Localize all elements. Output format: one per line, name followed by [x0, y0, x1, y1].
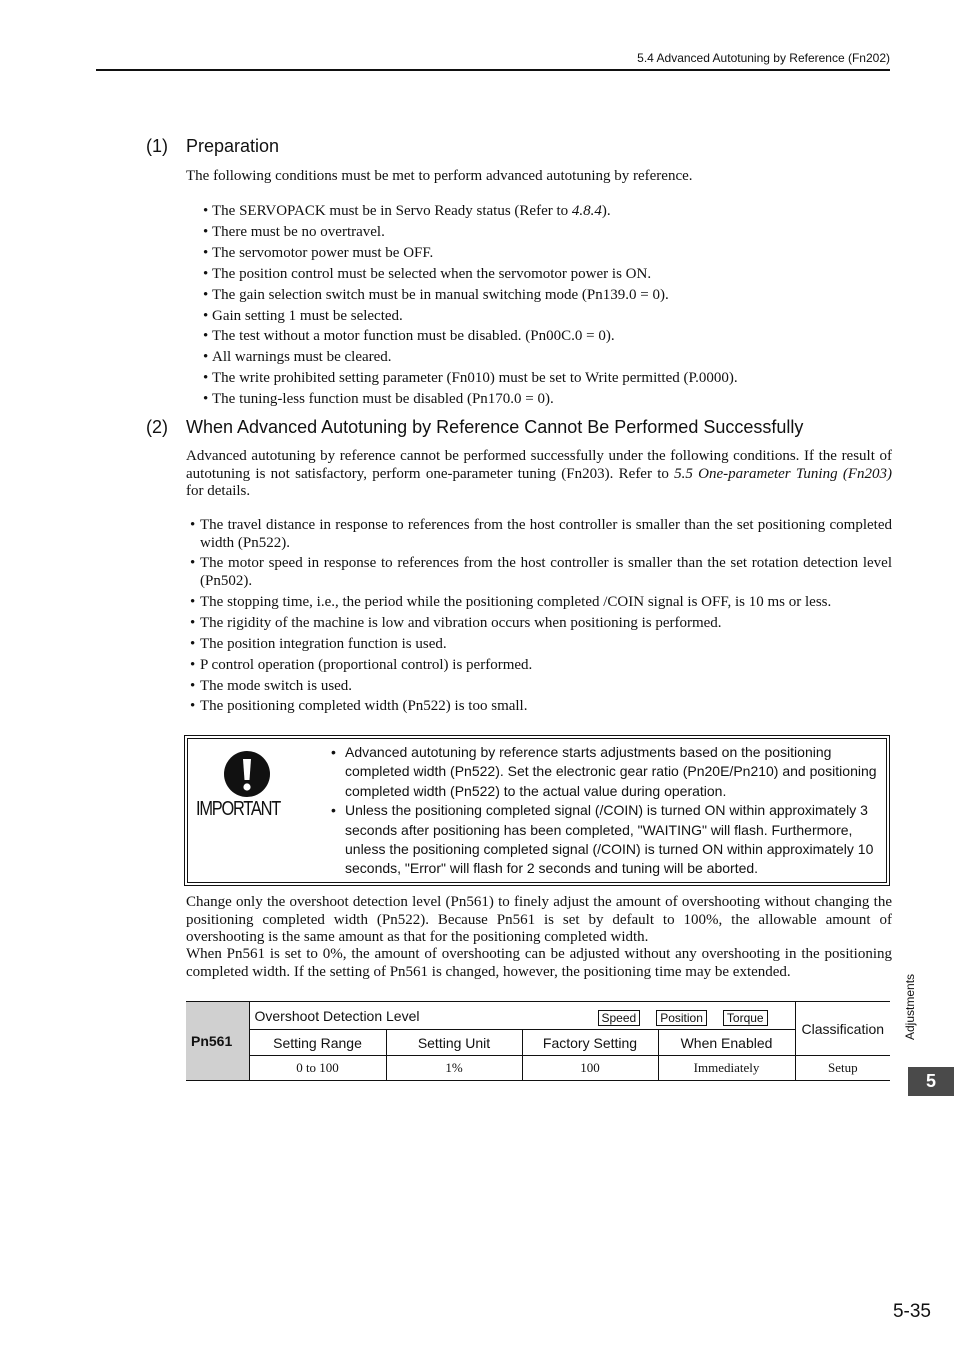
running-header: 5.4 Advanced Autotuning by Reference (Fn202)	[637, 51, 890, 65]
section-title: Preparation	[186, 136, 280, 156]
list-item: • The test without a motor function must be disabled. (Pn00C.0 = 0).	[203, 326, 893, 347]
control-mode-tags	[598, 1009, 784, 1026]
section-title: When Advanced Autotuning by Reference Cannot Be Performed Successfully	[186, 417, 804, 437]
list-item: • There must be no overtravel.	[203, 222, 893, 243]
table-row	[186, 1002, 890, 1030]
preparation-intro: The following conditions must be met to perform advanced autotuning by reference.	[186, 168, 693, 184]
section-heading-cannot-perform	[146, 417, 803, 438]
list-item: • Advanced autotuning by reference starts adjustments based on the positioning completed width (Pn522). Set the electronic gear ratio (Pn20E/Pn210) and positioning completed width (Pn522) to the actual value during operation.	[331, 743, 883, 801]
header-rule	[96, 69, 890, 71]
chapter-side-label: Adjustments	[903, 973, 917, 1040]
list-item: • Unless the positioning completed signal (/COIN) is turned ON within approximately 3 seconds after positioning has been completed, "WAITING" will flash. Furthermore, unless the positioning completed signal (/COIN) is turned ON within approximately 10 seconds, "Error" will flash for 2 seconds and tuning will be aborted.	[331, 801, 883, 879]
overshoot-paragraph: Change only the overshoot detection level (Pn561) to finely adjust the amount of overshooting without changing the positioning completed width (Pn522). Because Pn561 is set by default to 100%, the allowable amount of overshooting is the same amount as that for the positioning completed width.	[186, 894, 892, 945]
list-item: • The gain selection switch must be in manual switching mode (Pn139.0 = 0).	[203, 285, 893, 306]
parameter-name: Overshoot Detection Level	[254, 1007, 420, 1024]
list-item: • The motor speed in response to references from the host controller is smaller than the set rotation detection level (Pn502).	[190, 555, 892, 590]
parameter-number: Pn561	[186, 1002, 249, 1081]
list-item: • The travel distance in response to references from the host controller is smaller than the set positioning completed width (Pn522).	[190, 517, 892, 552]
classification-header: Classification	[795, 1002, 890, 1056]
column-header: Setting Range	[249, 1030, 386, 1056]
cannot-perform-intro	[186, 448, 892, 501]
parameter-name-cell	[249, 1002, 795, 1030]
column-header: When Enabled	[658, 1030, 795, 1056]
parameter-table	[186, 1001, 890, 1081]
cross-reference-link[interactable]: 4.8.4	[571, 203, 602, 219]
preparation-conditions-list	[203, 201, 893, 410]
intro-text: for details.	[186, 483, 251, 499]
column-header: Setting Unit	[386, 1030, 522, 1056]
important-label: IMPORTANT	[196, 798, 280, 820]
list-item: • All warnings must be cleared.	[203, 347, 893, 368]
page-number: 5-35	[892, 1301, 931, 1322]
important-notes-list	[331, 743, 883, 879]
list-item: • The servomotor power must be OFF.	[203, 243, 893, 264]
cross-reference-link[interactable]: 5.5 One-parameter Tuning (Fn203)	[674, 465, 892, 482]
table-cell: Immediately	[658, 1056, 795, 1081]
list-item: • The write prohibited setting parameter (Fn010) must be set to Write permitted (P.0000).	[203, 368, 893, 389]
list-item: • The stopping time, i.e., the period while the positioning completed /COIN signal is OFF, is 10 ms or less.	[190, 594, 892, 612]
list-item: • The positioning completed width (Pn522) is too small.	[190, 698, 892, 716]
column-header: Factory Setting	[522, 1030, 658, 1056]
list-item: • The position integration function is used.	[190, 636, 892, 654]
list-item: • The rigidity of the machine is low and vibration occurs when positioning is performed.	[190, 615, 892, 633]
list-item: • P control operation (proportional control) is performed.	[190, 657, 892, 675]
intro-text: Advanced autotuning by reference cannot be performed successfully under the following conditions. If the result of autotuning is not satisfactory, perform one-parameter tuning (Fn203). Refer to	[186, 448, 892, 482]
important-notice-inner-frame	[187, 738, 887, 883]
overshoot-paragraph: When Pn561 is set to 0%, the amount of overshooting can be adjusted without any overshooting in the positioning completed width. If the setting of Pn561 is changed, however, the positioning time may be extended.	[186, 946, 892, 980]
mode-tag-torque: Torque	[723, 1010, 768, 1026]
list-item: • The position control must be selected when the servomotor power is ON.	[203, 264, 893, 285]
section-heading-preparation	[146, 136, 279, 157]
important-notice-box	[184, 735, 890, 886]
cannot-perform-conditions-list	[190, 517, 892, 719]
table-cell: 1%	[386, 1056, 522, 1081]
chapter-tab[interactable]: 5	[908, 1067, 954, 1096]
list-item: • The tuning-less function must be disabled (Pn170.0 = 0).	[203, 389, 893, 410]
mode-tag-speed: Speed	[598, 1010, 641, 1026]
table-cell: 0 to 100	[249, 1056, 386, 1081]
table-row	[186, 1056, 890, 1081]
mode-tag-position: Position	[656, 1010, 707, 1026]
list-item: • Gain setting 1 must be selected.	[203, 306, 893, 327]
table-cell: 100	[522, 1056, 658, 1081]
list-item: • The mode switch is used.	[190, 678, 892, 696]
table-row	[186, 1030, 890, 1056]
section-number: (1)	[146, 136, 168, 156]
exclamation-icon	[223, 750, 271, 798]
classification-value: Setup	[795, 1056, 890, 1081]
list-item: • The SERVOPACK must be in Servo Ready status (Refer to 4.8.4).	[203, 201, 893, 222]
section-number: (2)	[146, 417, 168, 437]
